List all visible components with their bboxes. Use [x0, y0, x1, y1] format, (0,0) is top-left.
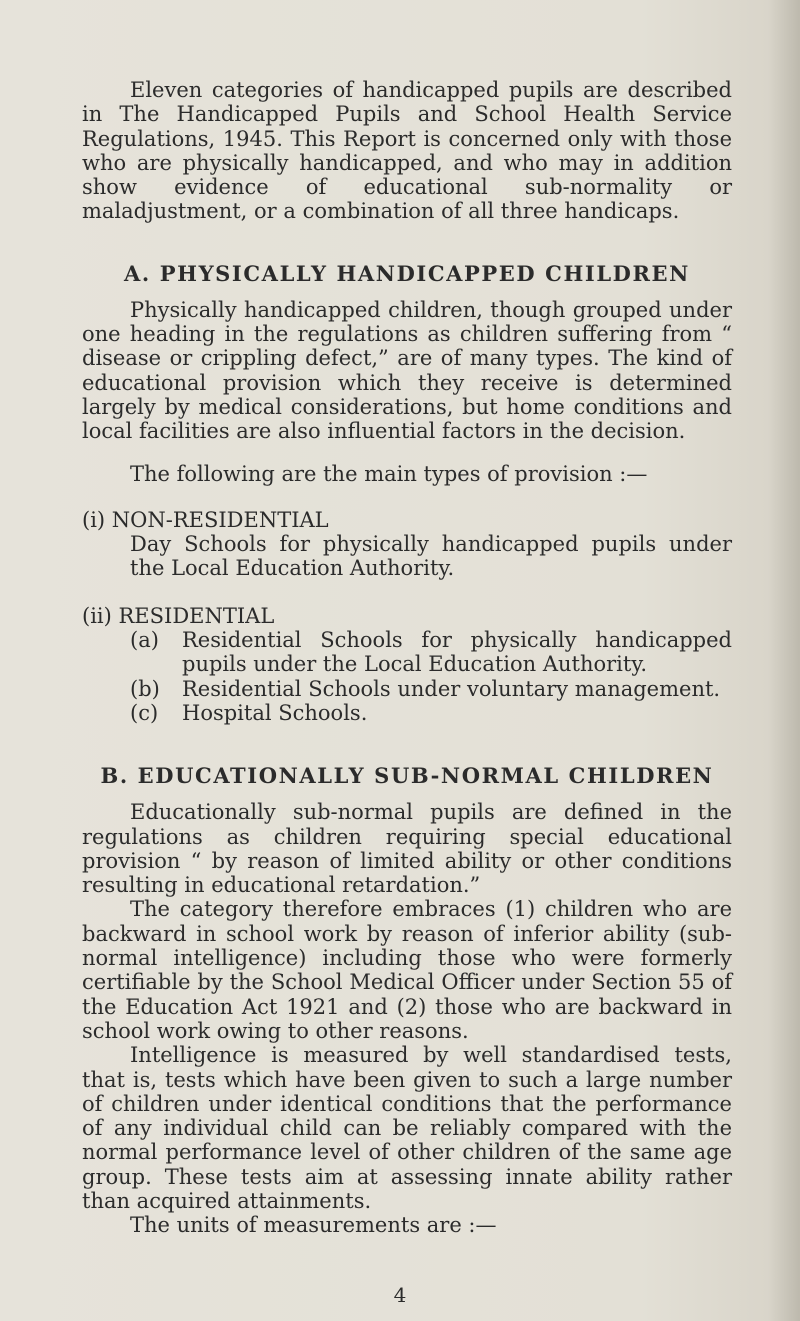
section-a-paragraph-2: The following are the main types of provision :— — [130, 461, 648, 486]
non-residential-text: Day Schools for physically handicapped pupils under the Local Education Authority. — [130, 532, 732, 581]
section-b-paragraph-3: Intelligence is measured by well standardised tests, that is, tests which have been given to such a large number of children under identical conditions that the performance of any individual child can be reliably compared with the normal performance level of other children of the same age group. These tests aim at assessing innate ability rather than acquired attainments. — [82, 1043, 732, 1213]
section-b-paragraph-4: The units of measurements are :— — [130, 1213, 497, 1238]
item-label: (c) — [130, 700, 159, 725]
residential-title: (ii) RESIDENTIAL — [82, 603, 275, 628]
item-label: (b) — [130, 676, 160, 701]
residential-item-b — [82, 677, 732, 701]
residential-item-c — [82, 701, 732, 725]
section-b-heading: B. EDUCATIONALLY SUB-NORMAL CHILDREN — [100, 763, 714, 789]
item-text: Hospital Schools. — [182, 700, 368, 725]
item-text: Residential Schools under voluntary management. — [182, 676, 721, 701]
page-number: 4 — [393, 1283, 407, 1307]
item-text: Residential Schools for physically handicapped pupils under the Local Education Authority. — [182, 628, 732, 677]
section-b-paragraph-1: Educationally sub-normal pupils are defined in the regulations as children requiring special educational provision “ by reason of limited ability or other conditions resulting in educational retardation.” — [82, 800, 732, 898]
section-a-heading: A. PHYSICALLY HANDICAPPED CHILDREN — [124, 260, 690, 286]
intro-paragraph: Eleven categories of handicapped pupils are described in The Handicapped Pupils and School Health Service Regulations, 1945. This Report is concerned only with those who are physically handicapped, and who may in addition show evidence of educational sub-normality or maladjustment, or a combination of all three handicaps. — [82, 78, 732, 224]
non-residential-title: (i) NON-RESIDENTIAL — [82, 507, 329, 532]
section-a-paragraph-1: Physically handicapped children, though grouped under one heading in the regulations as children suffering from “ disease or crippling defect,” are of many types. The kind of educational provision which they receive is determined largely by medical considerations, but home conditions and local facilities are also influential factors in the decision. — [82, 297, 732, 444]
section-b-paragraph-2: The category therefore embraces (1) children who are backward in school work by reason of inferior ability (sub-normal intelligence) including those who were formerly certifiable by the School Medical Officer under Section 55 of the Education Act 1921 and (2) those who are backward in school work owing to other reasons. — [82, 897, 732, 1043]
residential-item-a — [82, 628, 732, 677]
item-label: (a) — [130, 628, 159, 653]
